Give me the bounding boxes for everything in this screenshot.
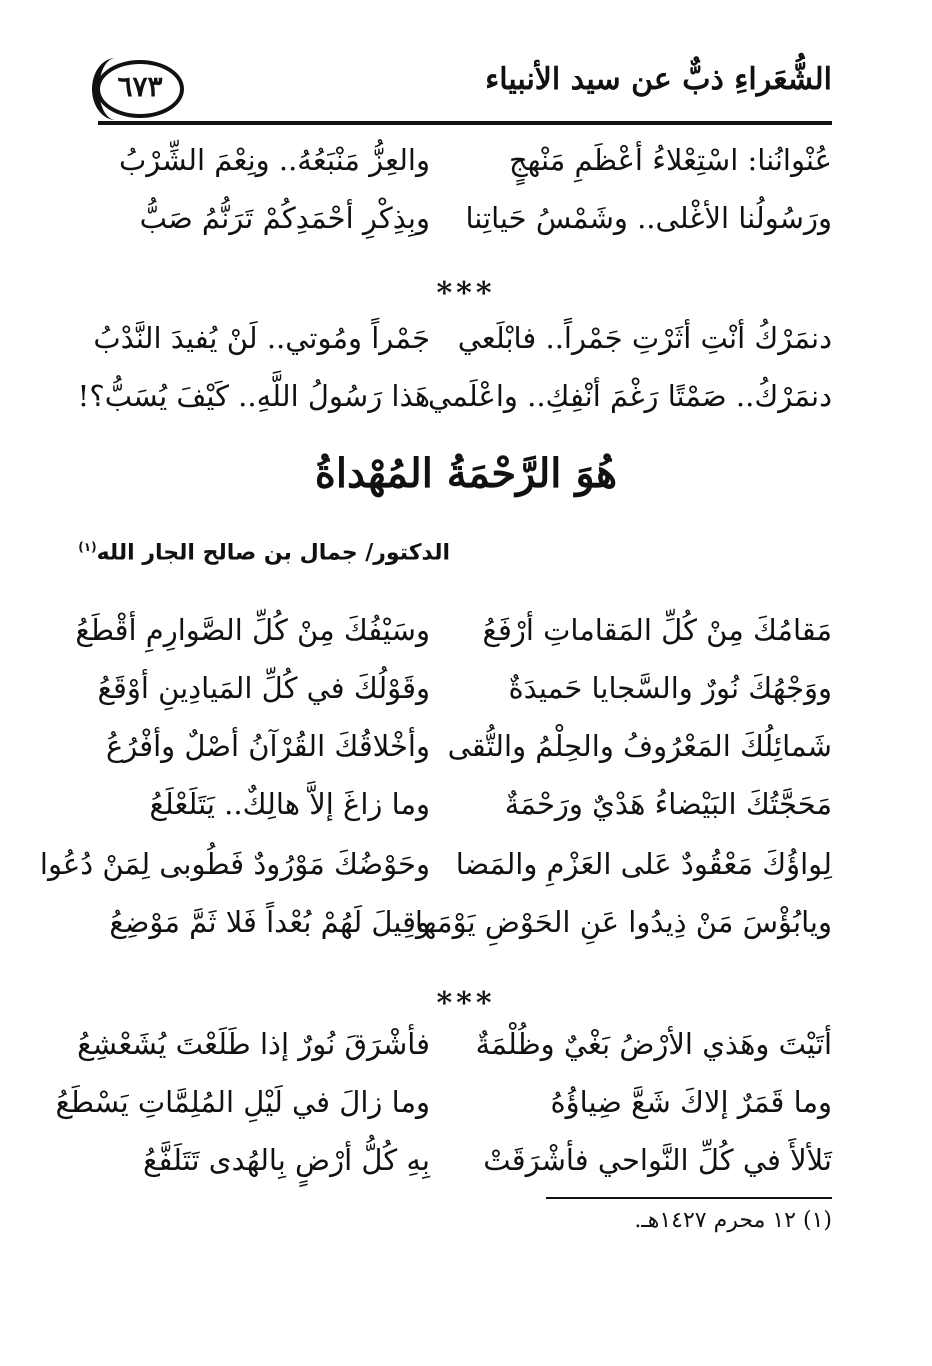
verse-6-second-half: وقَوْلُكَ في كُلِّ المَيادِينِ أوْقَعُ [97,671,430,705]
verse-12-first-half: وما قَمَرٌ إلاكَ شَعَّ ضِياؤُهُ [550,1085,832,1119]
verse-13-second-half: بِهِ كُلُّ أرْضٍ بِالهُدى تَتَلَفَّعُ [143,1143,430,1177]
verse-8-first-half: مَحَجَّتُكَ البَيْضاءُ هَدْيٌ ورَحْمَةٌ [504,787,832,821]
verse-10-second-half: وقِيلَ لَهُمْ بُعْداً فَلا ثَمَّ مَوْضِعُ [109,905,430,939]
verse-11-second-half: فأشْرَقَ نُورٌ إذا طَلَعْتَ يُشَعْشِعُ [77,1027,430,1061]
verse-7-first-half: شَمائِلُكَ المَعْرُوفُ والحِلْمُ والتُّقى [447,729,832,763]
verse-7-second-half: وأخْلاقُكَ القُرْآنُ أصْلٌ وأفْرُعُ [105,729,430,763]
poet-name [78,540,450,565]
footnote-marker: (١) [78,540,97,554]
page-number-badge [96,60,184,118]
verse-2-second-half: وبِذِكْرِ أحْمَدِكُمْ تَرَنُّمُ صَبُّ [139,201,430,235]
verse-12-second-half: وما زالَ في لَيْلِ المُلِمَّاتِ يَسْطَعُ [55,1085,430,1119]
verse-9-second-half: وحَوْضُكَ مَوْرُودٌ فَطُوبى لِمَنْ دُعُوا [39,847,430,881]
verse-5-first-half: مَقامُكَ مِنْ كُلِّ المَقاماتِ أرْفَعُ [482,613,832,647]
verse-11-first-half: أتَيْتَ وهَذي الأرْضُ بَغْيٌ وظُلْمَةٌ [475,1027,832,1061]
verse-1-first-half: عُنْوانُنا: اسْتِعْلاءُ أعْظَمِ مَنْهجٍ [508,143,832,177]
verse-2-first-half: ورَسُولُنا الأغْلى.. وشَمْسُ حَياتِنا [465,201,832,235]
poet-name-text: الدكتور/ جمال بن صالح الجار الله [96,540,450,566]
poem-title: هُوَ الرَّحْمَةُ المُهْداةُ [314,450,618,497]
verse-6-first-half: ووَجْهُكَ نُورٌ والسَّجايا حَميدَةٌ [508,671,832,705]
section-separator: *** [436,276,496,311]
verse-13-first-half: تَلألأَ في كُلِّ النَّواحي فأشْرَقَتْ [483,1143,832,1177]
footnote: (١) ١٢ محرم ١٤٢٧هـ. [634,1208,832,1233]
running-title: الشُّعَراءِ ذبٌّ عن سيد الأنبياء [485,62,832,97]
header-rule [98,121,832,125]
verse-1-second-half: والعِزُّ مَنْبَعُهُ.. ونِعْمَ الشِّرْبُ [119,143,430,177]
verse-3-first-half: دنمَرْكُ أنْتِ أثَرْتِ جَمْراً.. فابْلَعي [457,321,832,355]
page-number: ٦٧٣ [117,70,163,103]
section-separator: *** [436,986,496,1021]
verse-4-second-half: هَذا رَسُولُ اللَّهِ.. كَيْفَ يُسَبُّ؟! [77,379,430,413]
verse-4-first-half: دنمَرْكُ.. صَمْتًا رَغْمَ أنْفِكِ.. واعْلَمي [428,379,832,413]
verse-5-second-half: وسَيْفُكَ مِنْ كُلِّ الصَّوارِمِ أقْطَعُ [75,613,430,647]
verse-9-first-half: لِواؤُكَ مَعْقُودٌ عَلى العَزْمِ والمَضا [455,847,832,881]
verse-8-second-half: وما زاغَ إلاَّ هالِكٌ.. يَتَلَعْلَعُ [149,787,430,821]
footnote-rule [546,1197,832,1199]
verse-3-second-half: جَمْراً ومُوتي.. لَنْ يُفيدَ النَّدْبُ [93,321,430,355]
verse-10-first-half: ويابُؤْسَ مَنْ ذِيدُوا عَنِ الحَوْضِ يَوْمَها [414,905,832,939]
